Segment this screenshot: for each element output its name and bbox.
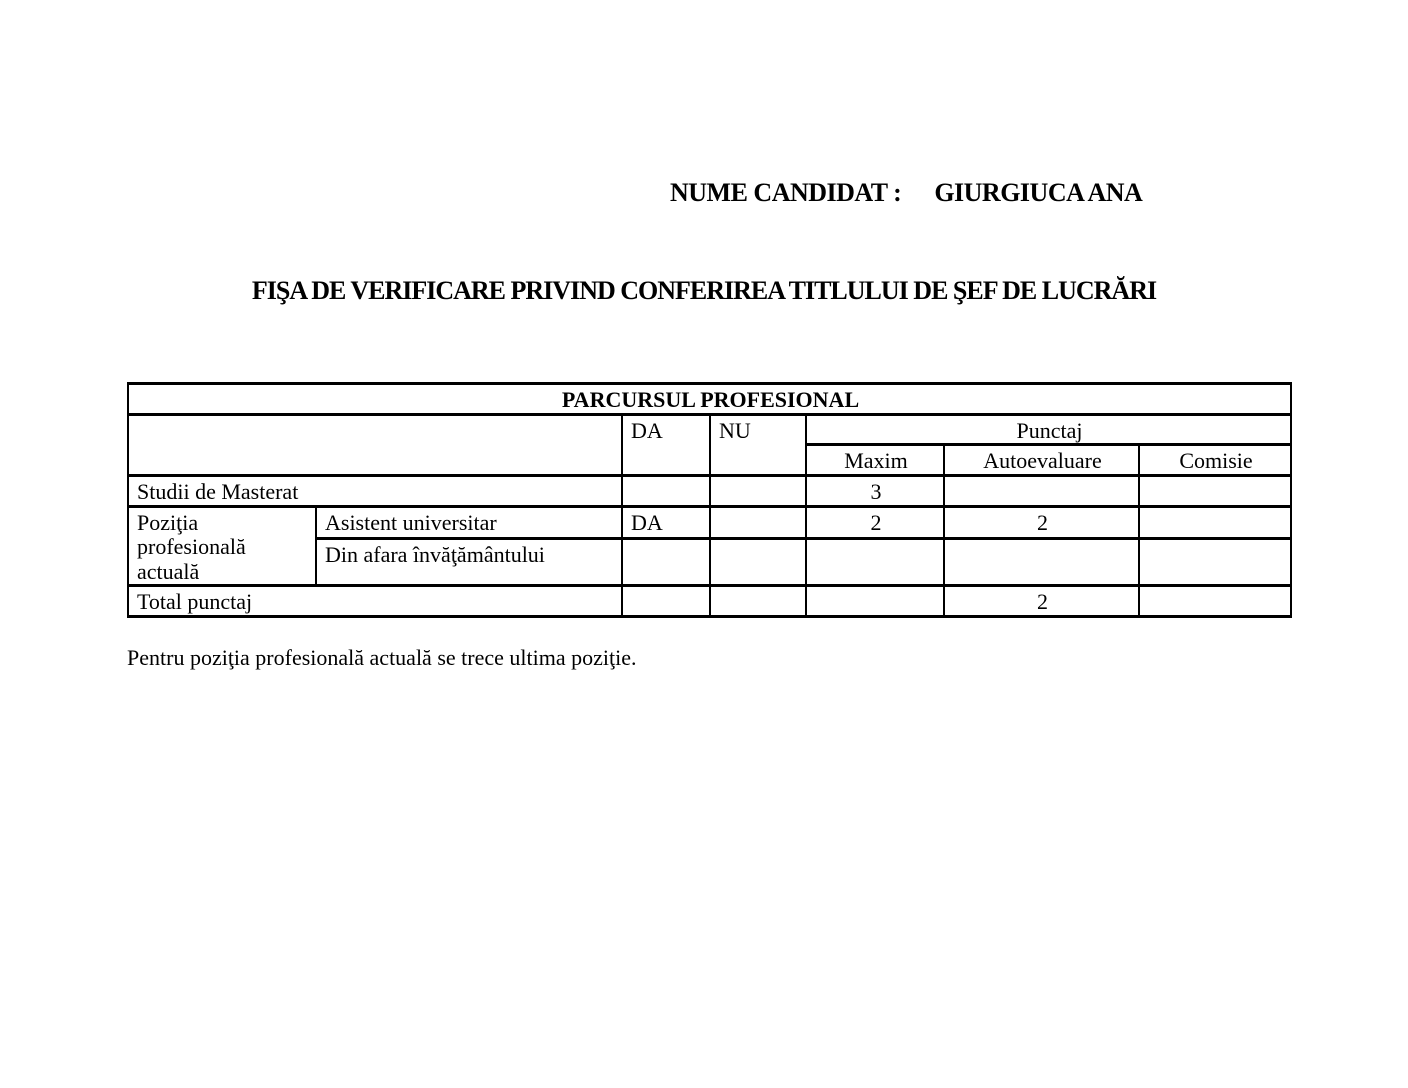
cell-din-afara-da — [622, 538, 710, 586]
cell-masterat-label: Studii de Masterat — [128, 475, 622, 506]
parcursul-profesional-table — [127, 382, 1292, 618]
header-da: DA — [622, 414, 710, 475]
candidate-name-line — [670, 178, 1142, 208]
cell-total-maxim — [806, 586, 944, 617]
cell-masterat-autoevaluare — [944, 475, 1139, 506]
cell-din-afara-label: Din afara învăţământului — [316, 538, 622, 586]
cell-asistent-comisie — [1139, 506, 1291, 538]
row-asistent-universitar — [128, 506, 1291, 538]
cell-din-afara-nu — [710, 538, 806, 586]
cell-masterat-maxim: 3 — [806, 475, 944, 506]
cell-total-da — [622, 586, 710, 617]
header-nu: NU — [710, 414, 806, 475]
table-title-row — [128, 384, 1291, 415]
cell-asistent-label: Asistent universitar — [316, 506, 622, 538]
cell-asistent-autoevaluare: 2 — [944, 506, 1139, 538]
cell-masterat-nu — [710, 475, 806, 506]
cell-asistent-da: DA — [622, 506, 710, 538]
row-total-punctaj — [128, 586, 1291, 617]
cell-din-afara-autoevaluare — [944, 538, 1139, 586]
header-comisie: Comisie — [1139, 445, 1291, 476]
cell-pozitia-label: Poziţia profesională actuală — [128, 506, 316, 586]
cell-din-afara-comisie — [1139, 538, 1291, 586]
cell-asistent-nu — [710, 506, 806, 538]
cell-masterat-da — [622, 475, 710, 506]
header-punctaj: Punctaj — [806, 414, 1291, 445]
table-title: PARCURSUL PROFESIONAL — [128, 384, 1291, 415]
cell-total-comisie — [1139, 586, 1291, 617]
footnote-text: Pentru poziţia profesională actuală se trece ultima poziţie. — [127, 645, 637, 670]
header-autoevaluare: Autoevaluare — [944, 445, 1139, 476]
cell-masterat-comisie — [1139, 475, 1291, 506]
cell-asistent-maxim: 2 — [806, 506, 944, 538]
table-container — [127, 382, 1292, 618]
cell-total-autoevaluare: 2 — [944, 586, 1139, 617]
header-empty-cell — [128, 414, 622, 475]
header-maxim: Maxim — [806, 445, 944, 476]
document-title: FIŞA DE VERIFICARE PRIVIND CONFERIREA TITLULUI DE ŞEF DE LUCRĂRI — [251, 276, 1157, 305]
cell-total-nu — [710, 586, 806, 617]
cell-total-label: Total punctaj — [128, 586, 622, 617]
row-studii-masterat — [128, 475, 1291, 506]
candidate-name: GIURGIUCA ANA — [934, 178, 1143, 207]
candidate-label: NUME CANDIDAT : — [670, 178, 902, 207]
header-row-1 — [128, 414, 1291, 445]
cell-din-afara-maxim — [806, 538, 944, 586]
